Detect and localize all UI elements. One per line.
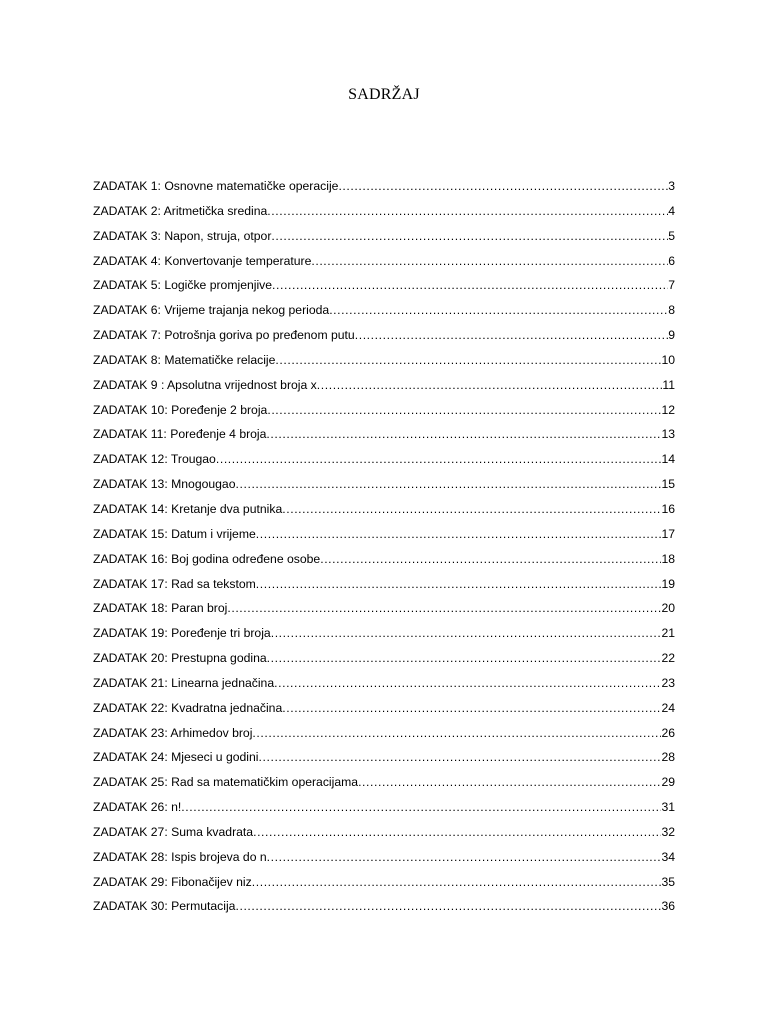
- toc-entry[interactable]: [93, 749, 675, 774]
- dot-leader: [275, 352, 661, 368]
- toc-entry-label: ZADATAK 17: Rad sa tekstom: [93, 576, 256, 591]
- dot-leader: [267, 650, 662, 666]
- dot-leader: [259, 749, 662, 765]
- dot-leader: [358, 774, 661, 790]
- dot-leader: [252, 725, 661, 741]
- toc-entry[interactable]: [93, 650, 675, 675]
- toc-entry-label: ZADATAK 13: Mnogougao: [93, 477, 236, 492]
- toc-entry[interactable]: [93, 476, 675, 501]
- toc-entry[interactable]: [93, 277, 675, 302]
- dot-leader: [267, 849, 662, 865]
- toc-entry[interactable]: [93, 700, 675, 725]
- toc-entry[interactable]: [93, 824, 675, 849]
- toc-entry[interactable]: [93, 426, 675, 451]
- toc-page-number: 28: [661, 750, 675, 765]
- dot-leader: [274, 675, 661, 691]
- dot-leader: [282, 700, 661, 716]
- toc-entry[interactable]: [93, 576, 675, 601]
- toc-page-number: 31: [661, 800, 675, 815]
- table-of-contents: [93, 178, 675, 923]
- toc-entry[interactable]: [93, 377, 675, 402]
- toc-page-number: 16: [661, 501, 675, 516]
- toc-entry-label: ZADATAK 18: Paran broj: [93, 601, 228, 616]
- toc-page-number: 32: [661, 824, 675, 839]
- toc-entry-label: ZADATAK 15: Datum i vrijeme: [93, 526, 256, 541]
- toc-entry-label: ZADATAK 7: Potrošnja goriva po pređenom putu: [93, 328, 355, 343]
- toc-page-number: 29: [661, 775, 675, 790]
- toc-entry[interactable]: [93, 302, 675, 327]
- toc-page-number: 14: [661, 452, 675, 467]
- toc-entry[interactable]: [93, 774, 675, 799]
- toc-entry-label: ZADATAK 27: Suma kvadrata: [93, 824, 254, 839]
- toc-entry-label: ZADATAK 22: Kvadratna jednačina: [93, 700, 283, 715]
- toc-entry[interactable]: [93, 203, 675, 228]
- toc-page-number: 11: [662, 377, 675, 392]
- toc-entry-label: ZADATAK 14: Kretanje dva putnika: [93, 501, 283, 516]
- toc-page-number: 5: [668, 228, 675, 243]
- toc-entry[interactable]: [93, 178, 675, 203]
- toc-entry-label: ZADATAK 24: Mjeseci u godini: [93, 750, 259, 765]
- dot-leader: [181, 799, 661, 815]
- toc-page-number: 34: [661, 849, 675, 864]
- toc-entry-label: ZADATAK 11: Poređenje 4 broja: [93, 427, 267, 442]
- dot-leader: [252, 874, 662, 890]
- dot-leader: [227, 600, 661, 616]
- toc-page-number: 10: [661, 352, 675, 367]
- toc-entry-label: ZADATAK 10: Poređenje 2 broja: [93, 402, 268, 417]
- toc-entry[interactable]: [93, 799, 675, 824]
- toc-page-number: 36: [661, 899, 675, 914]
- toc-entry[interactable]: [93, 402, 675, 427]
- dot-leader: [235, 898, 661, 914]
- dot-leader: [216, 451, 662, 467]
- toc-entry-label: ZADATAK 25: Rad sa matematičkim operacijama: [93, 775, 359, 790]
- toc-entry[interactable]: [93, 898, 675, 923]
- toc-entry[interactable]: [93, 625, 675, 650]
- dot-leader: [311, 253, 668, 269]
- dot-leader: [256, 576, 662, 592]
- toc-page-number: 35: [661, 874, 675, 889]
- toc-entry-label: ZADATAK 30: Permutacija: [93, 899, 236, 914]
- toc-entry-label: ZADATAK 19: Poređenje tri broja: [93, 626, 271, 641]
- toc-entry-label: ZADATAK 16: Boj godina određene osobe: [93, 551, 321, 566]
- dot-leader: [317, 377, 663, 393]
- toc-page-number: 19: [661, 576, 675, 591]
- dot-leader: [266, 426, 661, 442]
- toc-entry-label: ZADATAK 6: Vrijeme trajanja nekog perioda: [93, 303, 330, 318]
- page-title: SADRŽAJ: [348, 86, 420, 103]
- dot-leader: [253, 824, 661, 840]
- toc-entry-label: ZADATAK 2: Aritmetička sredina: [93, 203, 268, 218]
- toc-entry-label: ZADATAK 21: Linearna jednačina: [93, 675, 275, 690]
- toc-page-number: 22: [661, 651, 675, 666]
- dot-leader: [267, 203, 668, 219]
- toc-entry[interactable]: [93, 551, 675, 576]
- dot-leader: [256, 526, 662, 542]
- toc-entry-label: ZADATAK 3: Napon, struja, otpor: [93, 228, 272, 243]
- toc-entry[interactable]: [93, 600, 675, 625]
- toc-entry[interactable]: [93, 526, 675, 551]
- dot-leader: [355, 327, 669, 343]
- dot-leader: [329, 302, 668, 318]
- toc-page-number: 13: [661, 427, 675, 442]
- toc-page-number: 9: [668, 328, 675, 343]
- toc-entry[interactable]: [93, 501, 675, 526]
- toc-entry-label: ZADATAK 4: Konvertovanje temperature: [93, 253, 312, 268]
- toc-page-number: 20: [661, 601, 675, 616]
- toc-page-number: 18: [661, 551, 675, 566]
- toc-page-number: 15: [661, 477, 675, 492]
- toc-entry[interactable]: [93, 675, 675, 700]
- toc-entry-label: ZADATAK 29: Fibonačijev niz: [93, 874, 252, 889]
- toc-entry-label: ZADATAK 5: Logičke promjenjive: [93, 278, 273, 293]
- toc-page-number: 23: [661, 675, 675, 690]
- toc-page-number: 3: [668, 179, 675, 193]
- toc-page-number: 21: [661, 626, 675, 641]
- toc-entry-label: ZADATAK 8: Matematičke relacije: [93, 352, 276, 367]
- toc-entry[interactable]: [93, 327, 675, 352]
- toc-entry[interactable]: [93, 849, 675, 874]
- toc-entry[interactable]: [93, 725, 675, 750]
- toc-entry[interactable]: [93, 228, 675, 253]
- dot-leader: [282, 501, 661, 517]
- toc-entry[interactable]: [93, 451, 675, 476]
- toc-page-number: 24: [661, 700, 675, 715]
- toc-entry-label: ZADATAK 20: Prestupna godina: [93, 651, 267, 666]
- toc-entry-label: ZADATAK 9 : Apsolutna vrijednost broja x: [93, 377, 317, 392]
- toc-page-number: 17: [661, 526, 675, 541]
- toc-page-number: 6: [668, 253, 675, 268]
- toc-entry-label: ZADATAK 23: Arhimedov broj: [93, 725, 253, 740]
- dot-leader: [271, 625, 662, 641]
- toc-page-number: 12: [661, 402, 675, 417]
- dot-leader: [272, 277, 668, 293]
- toc-entry-label: ZADATAK 26: n!: [93, 800, 182, 815]
- dot-leader: [338, 178, 668, 194]
- toc-page-number: 26: [661, 725, 675, 740]
- toc-entry-label: ZADATAK 12: Trougao: [93, 452, 216, 467]
- toc-entry[interactable]: [93, 874, 675, 899]
- toc-entry[interactable]: [93, 253, 675, 278]
- toc-page-number: 4: [668, 203, 675, 218]
- toc-entry-label: ZADATAK 1: Osnovne matematičke operacije: [93, 179, 339, 193]
- toc-entry-label: ZADATAK 28: Ispis brojeva do n: [93, 849, 267, 864]
- dot-leader: [236, 476, 662, 492]
- dot-leader: [267, 402, 661, 418]
- toc-page-number: 8: [668, 303, 675, 318]
- dot-leader: [320, 551, 661, 567]
- toc-entry[interactable]: [93, 352, 675, 377]
- dot-leader: [271, 228, 668, 244]
- toc-page-number: 7: [668, 278, 675, 293]
